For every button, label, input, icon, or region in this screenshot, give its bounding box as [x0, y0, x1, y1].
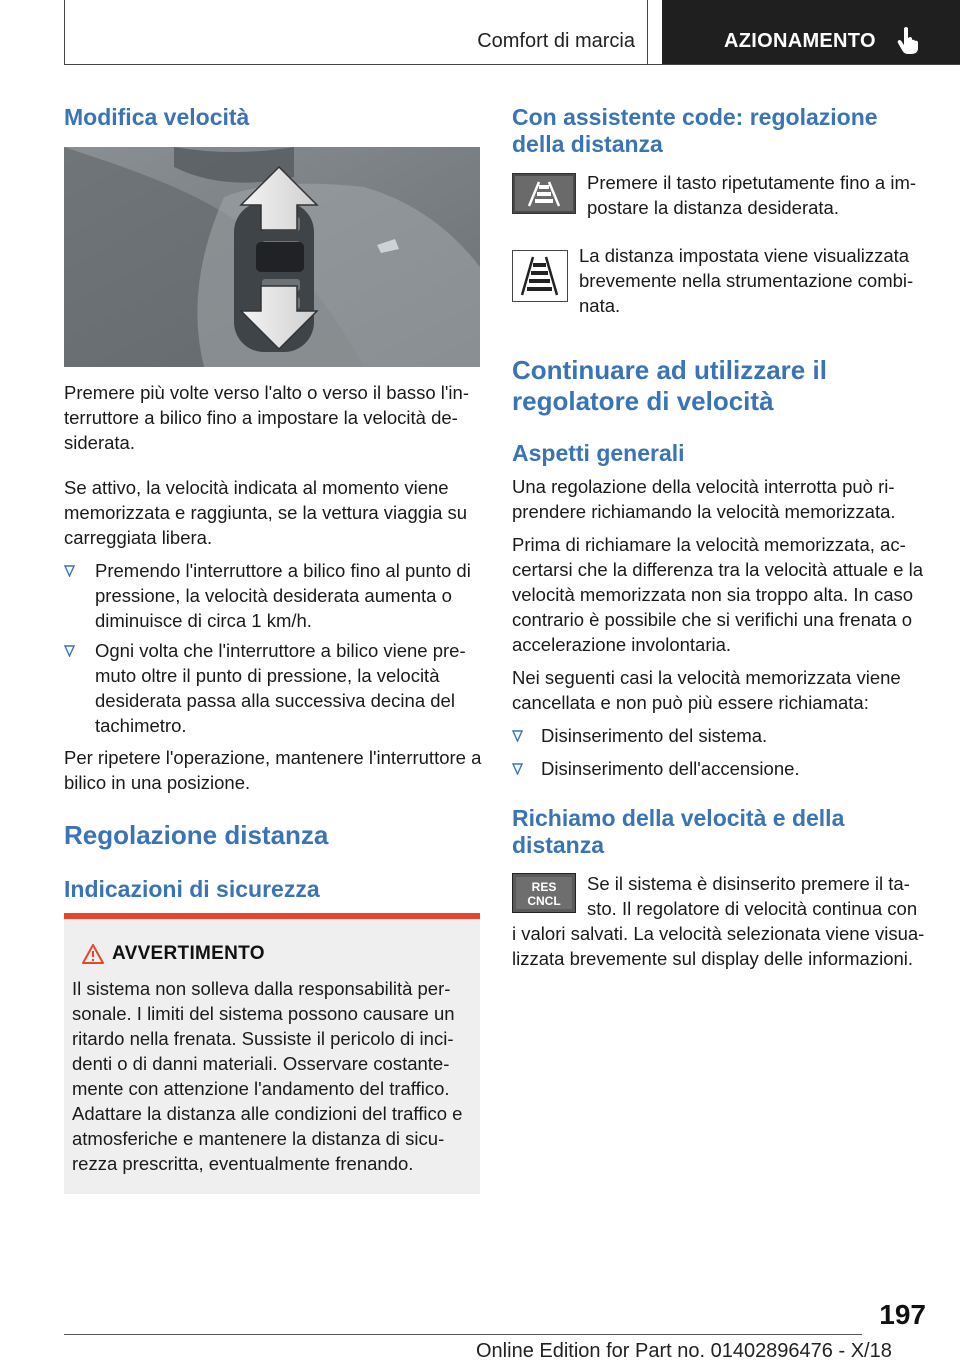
paragraph-distanza-impostata: La distanza impostata viene visualizzata brevemente nella strumentazione combi-nata. [579, 245, 914, 316]
heading-indicazioni-sicurezza: Indicazioni di sicurezza [64, 876, 320, 902]
page-number: 197 [879, 1299, 926, 1330]
steering-wheel-rocker-illustration [64, 147, 480, 367]
header-rule [64, 64, 960, 65]
paragraph-se-il-sistema: Se il sistema è disinserito premere il ta-sto. Il regolatore di velocità continua con [587, 873, 918, 919]
triangle-bullet-icon [64, 645, 75, 657]
list-item-text: Premendo l'interruttore a bilico fino al punto di pressione, la velocità desiderata aumenta o diminuisce di circa 1 km/h. [95, 560, 471, 631]
cncl-label: CNCL [527, 894, 561, 908]
paragraph-se-attivo: Se attivo, la velocità indicata al momento viene memorizzata e raggiunta, se la vettura viaggia su carreggiata libera. [64, 477, 468, 548]
warning-text: Il sistema non solleva dalla responsabilità per-sonale. I limiti del sistema possono causare un ritardo nella frenata. Sussiste il pericolo di inci-denti o di danni materiali. Osservare costante-mente con attenzione l'andamento del traffico. Adattare la distanza alle condizioni del traffico e atmosferiche e mantenere la distanza di sicu-rezza prescritta, eventualmente frenando. [72, 978, 463, 1174]
paragraph-regolazione-interrotta: Una regolazione della velocità interrotta può ri-prendere richiamando la velocità memorizzata. [512, 476, 896, 522]
triangle-bullet-icon [64, 565, 75, 577]
header-section-box [64, 0, 648, 64]
section-title: Comfort di marcia [477, 30, 635, 52]
triangle-bullet-icon [512, 763, 523, 775]
list-item [512, 723, 928, 748]
chapter-title: AZIONAMENTO [724, 30, 876, 52]
heading-assistente-code: Con assistente code: regolazione della distanza [512, 104, 878, 157]
heading-richiamo: Richiamo della velocità e della distanza [512, 805, 845, 858]
paragraph-prima-di-richiamare: Prima di richiamare la velocità memorizzata, ac-certarsi che la differenza tra la velocità attuale e la velocità memorizzata non sia troppo alta. In caso contrario è possibile che si verifichi una frenata o accelerazione involontaria. [512, 534, 923, 655]
paragraph-premere-tasto: Premere il tasto ripetutamente fino a im-postare la distanza desiderata. [587, 172, 917, 218]
list-item-text: Ogni volta che l'interruttore a bilico viene pre-muto oltre il punto di pressione, la velocità desiderata passa alla successiva decina del tachimetro. [95, 640, 466, 736]
heading-continuare: Continuare ad utilizzare il regolatore di velocità [512, 355, 827, 416]
heading-regolazione-distanza: Regolazione distanza [64, 820, 329, 850]
paragraph-premere: Premere più volte verso l'alto o verso il basso l'in-terruttore a bilico fino a impostare la velocità de-siderata. [64, 382, 469, 453]
heading-aspetti-generali: Aspetti generali [512, 440, 685, 466]
paragraph-ripetere: Per ripetere l'operazione, mantenere l'interruttore a bilico in una posizione. [64, 747, 482, 793]
triangle-bullet-icon [512, 730, 523, 742]
footer-rule [64, 1334, 862, 1335]
warning-box [64, 913, 480, 1194]
paragraph-valori-salvati: i valori salvati. La velocità selezionata viene visua-lizzata brevemente sul display delle informazioni. [512, 923, 925, 969]
res-cncl-button-icon [512, 873, 576, 913]
paragraph-seguenti-casi: Nei seguenti casi la velocità memorizzata viene cancellata e non può più essere richiamata: [512, 667, 901, 713]
list-item-text: Disinserimento dell'accensione. [541, 758, 800, 779]
distance-display-icon [512, 250, 568, 302]
header-chapter-box [662, 0, 960, 64]
list-item [64, 558, 480, 633]
list-item-text: Disinserimento del sistema. [541, 725, 768, 746]
list-item [512, 756, 928, 781]
distance-button-icon [512, 173, 576, 214]
footer-edition: Online Edition for Part no. 01402896476 - X/18 [476, 1340, 892, 1362]
list-item [64, 638, 480, 738]
warning-triangle-icon [82, 944, 104, 964]
warning-title: AVVERTIMENTO [112, 943, 265, 964]
pointing-hand-icon [896, 26, 920, 54]
res-label: RES [531, 880, 557, 894]
heading-modifica-velocita: Modifica velocità [64, 104, 250, 130]
